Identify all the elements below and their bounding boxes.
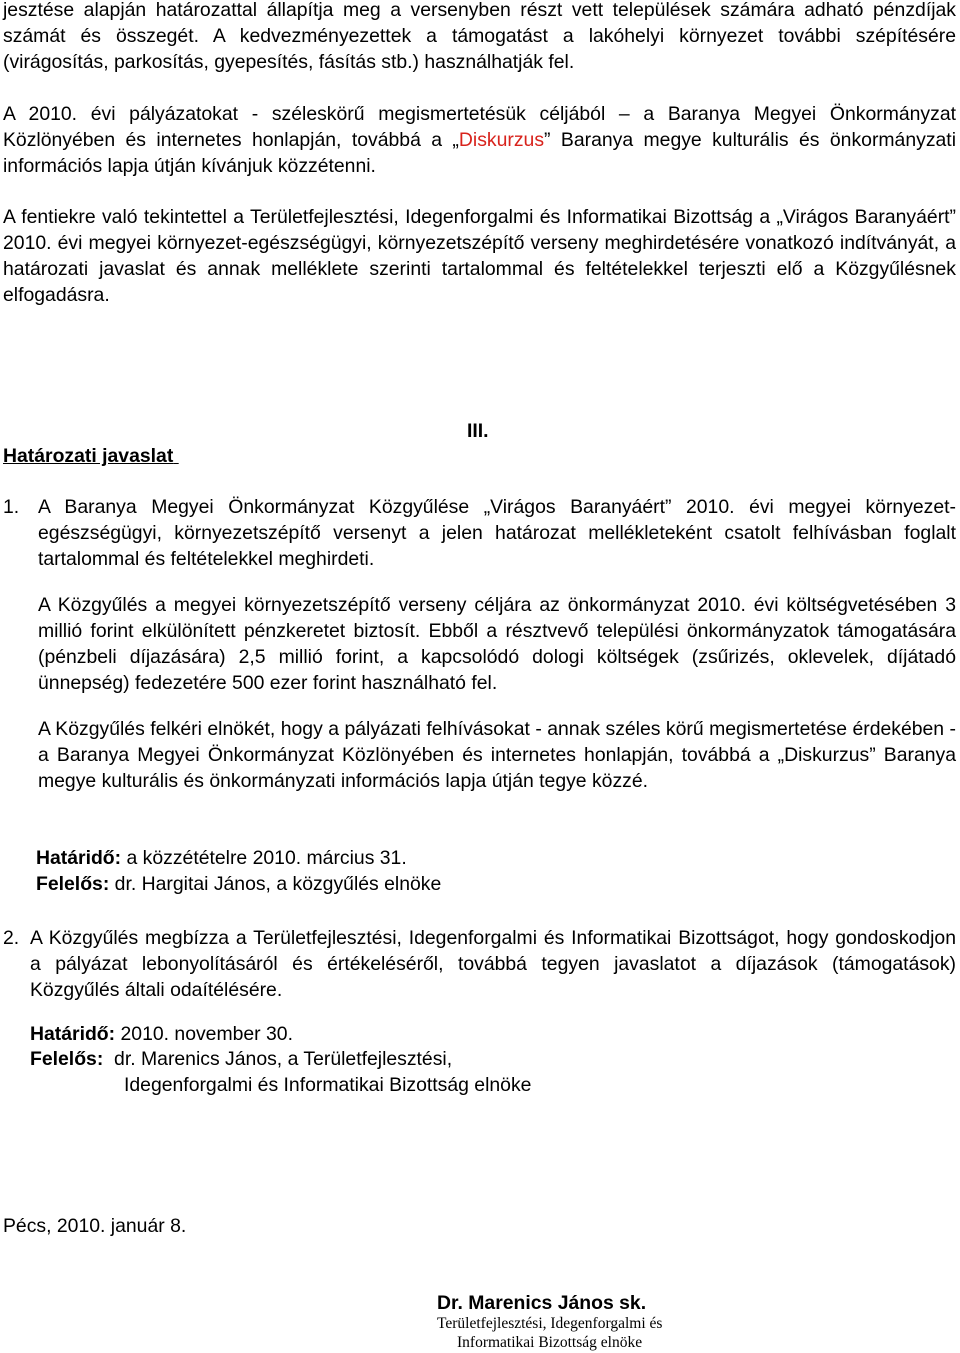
- diskurzus-highlight: Diskurzus: [458, 129, 545, 151]
- paragraph-publish-before: A 2010. évi pályázatokat - széleskörű megismertetésük céljából – a Baranya Megyei Önkormányzat Közlönyében és internetes honlapján, továbbá a „: [3, 103, 956, 151]
- item-2-paragraph: [30, 925, 956, 1003]
- item-1-paragraph-2: [38, 592, 956, 696]
- item-1-deadline-value: a közzétételre 2010. március 31.: [121, 847, 407, 869]
- paragraph-intro-text: jesztése alapján határozattal állapítja meg a versenyben részt vett települések számára adható pénzdíjak számát és összegét. A kedvezményezettek a támogatást a lakóhelyi környezet további szépítésére (virágosítás, parkosítás, gyepesítés, fásítás stb.) használhatják fel.: [3, 0, 956, 73]
- item-1-paragraph-3: [38, 716, 956, 794]
- item-2-responsible-value: dr. Marenics János, a Területfejlesztési,: [103, 1048, 453, 1070]
- item-1-paragraph-1-text: A Baranya Megyei Önkormányzat Közgyűlése „Virágos Baranyáért” 2010. évi megyei környezet-egészségügyi, környezetszépítő versenyt a jelen határozat mellékleteként csatolt felhívásban foglalt tartalommal és feltételekkel meghirdeti.: [38, 496, 956, 570]
- item-2-responsible: [30, 1046, 452, 1072]
- item-2-responsible-continued: Idegenforgalmi és Informatikai Bizottság elnöke: [124, 1074, 532, 1096]
- signature-name: Dr. Marenics János sk.: [437, 1292, 647, 1314]
- section-heading: [3, 443, 179, 469]
- paragraph-committee-text: A fentiekre való tekintettel a Területfejlesztési, Idegenforgalmi és Informatikai Bizottság a „Virágos Baranyáért” 2010. évi megyei környezet-egészségügyi, környezetszépítő verseny meghirdetésére vonatkozó indítványát, a határozati javaslat és annak melléklete szerinti tartalommal és feltételekkel terjeszti elő a Közgyűlésnek elfogadásra.: [3, 206, 956, 306]
- item-1-deadline-label: Határidő:: [36, 847, 122, 869]
- item-2-deadline-value: 2010. november 30.: [115, 1023, 293, 1045]
- paragraph-intro: [3, 0, 956, 75]
- place-date: Pécs, 2010. január 8.: [3, 1215, 187, 1237]
- item-2-deadline-label: Határidő:: [30, 1023, 116, 1045]
- paragraph-publish-after: ” Baranya megye kulturális és önkormányzati információs lapja útján kívánjuk közzétenni.: [3, 129, 956, 177]
- signature-title-line-1: Területfejlesztési, Idegenforgalmi és: [437, 1315, 663, 1332]
- item-2-responsible-label: Felelős:: [30, 1048, 104, 1070]
- item-1-responsible-label: Felelős:: [36, 873, 110, 895]
- item-1-responsible: [36, 871, 441, 897]
- signature-title-line-2: Informatikai Bizottság elnöke: [457, 1334, 643, 1351]
- item-1-paragraph-1: [38, 494, 956, 572]
- paragraph-committee: [3, 204, 956, 308]
- item-2-paragraph-text: A Közgyűlés megbízza a Területfejlesztési, Idegenforgalmi és Informatikai Bizottságot, hogy gondoskodjon a pályázat lebonyolításáról és értékeléséről, továbbá tegyen javaslatot a díjazások (támogatások) Közgyűlés általi odaítélésére.: [30, 927, 956, 1001]
- section-heading-text: Határozati javaslat: [3, 445, 174, 467]
- item-1-deadline: [36, 845, 407, 871]
- item-1-paragraph-2-text: A Közgyűlés a megyei környezetszépítő verseny céljára az önkormányzat 2010. évi költségvetésében 3 millió forint elkülönített pénzkeretet biztosít. Ebből a résztvevő települési önkormányzatok támogatására (pénzbeli díjazására) 2,5 millió forint, a kapcsolódó dologi költségek (zsűrizés, oklevelek, díjátadó ünnepség) fedezetére 500 ezer forint használható fel.: [38, 594, 956, 694]
- item-1-responsible-value: dr. Hargitai János, a közgyűlés elnöke: [109, 873, 442, 895]
- section-number: III.: [467, 420, 489, 442]
- item-2-number: 2.: [3, 927, 20, 949]
- item-1-number: 1.: [3, 496, 20, 518]
- item-2-deadline: [30, 1021, 293, 1047]
- item-1-paragraph-3-text: A Közgyűlés felkéri elnökét, hogy a pályázati felhívásokat - annak széles körű megismertetése érdekében - a Baranya Megyei Önkormányzat Közlönyében és internetes honlapján, továbbá a „Diskurzus” Baranya megye kulturális és önkormányzati információs lapja útján tegye közzé.: [38, 718, 956, 792]
- paragraph-publish: [3, 101, 956, 179]
